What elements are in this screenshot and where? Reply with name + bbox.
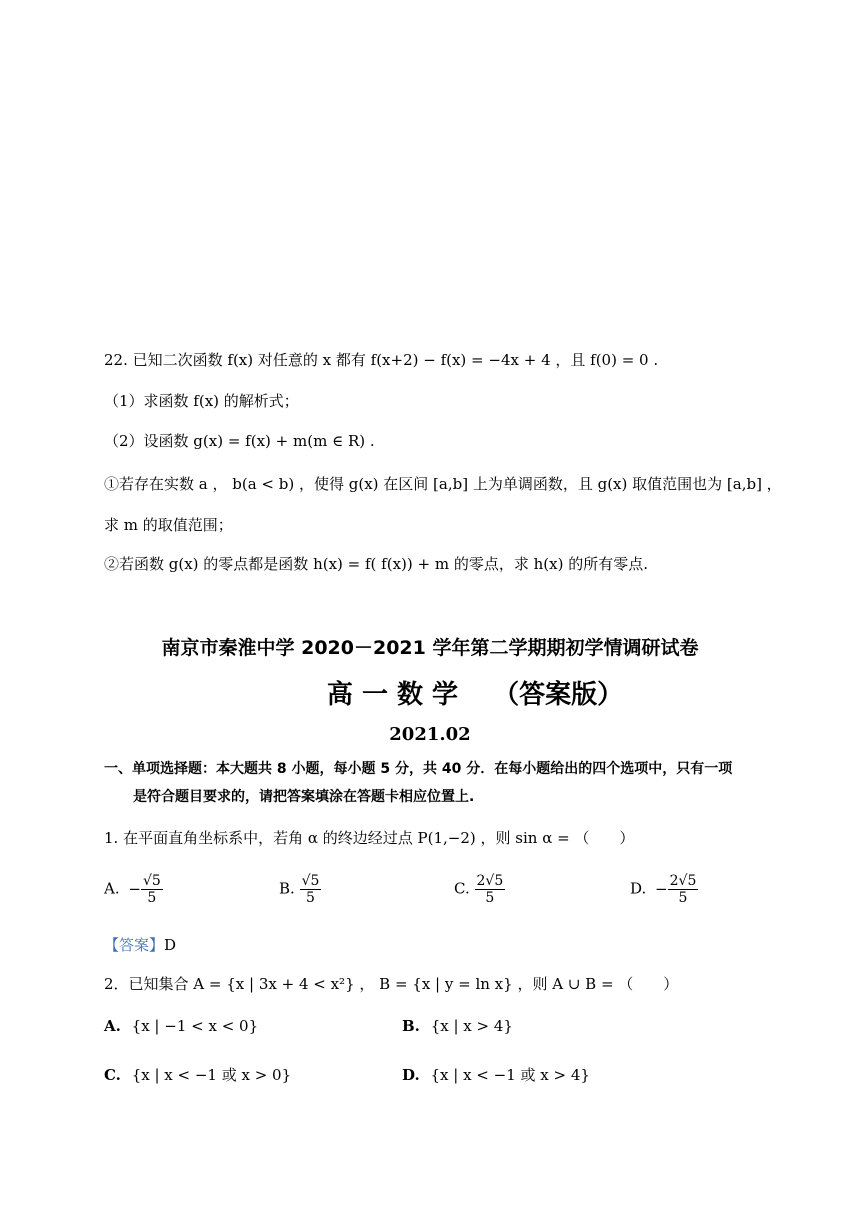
option-fraction [668,873,699,906]
q1-option-d[interactable] [630,873,698,906]
q22-part2: （2）设函数 g(x) = f(x) + m(m ∈ R) . [104,432,375,450]
option-label: D. [630,879,647,898]
fraction-denominator: 5 [147,890,157,906]
option-label: A. [104,879,120,898]
option-fraction [475,873,506,906]
option-label: A. [104,1017,121,1035]
option-fraction [300,873,322,906]
option-label: C. [454,879,470,898]
q2-option-a[interactable] [104,1017,258,1035]
answer-value: D [164,936,177,954]
fraction-numerator: 2√5 [476,873,504,889]
q2-stem: 2．已知集合 A = {x | 3x + 4 < x²} ， B = {x | y = ln x} ，则 A ∪ B = （ ） [104,975,679,993]
exam-subtitle: 高 一 数 学 （答案版） [326,680,624,710]
q1-stem: 1. 在平面直角坐标系中，若角 α 的终边经过点 P(1,−2) ，则 sin α = （ ） [104,829,635,847]
option-text: {x | x < −1 或 x > 4} [430,1066,590,1084]
fraction-denominator: 5 [678,890,688,906]
q1-option-c[interactable] [454,873,505,906]
option-text: {x | x > 4} [430,1017,513,1035]
section1-instruction-line2: 是符合题目要求的，请把答案填涂在答题卡相应位置上. [133,789,475,805]
q2-option-b[interactable] [402,1017,513,1035]
option-label: B. [402,1017,420,1035]
option-fraction [141,873,163,906]
q22-part1: （1）求函数 f(x) 的解析式； [104,392,299,410]
fraction-numerator: √5 [142,873,161,889]
option-text: {x | x < −1 或 x > 0} [131,1066,292,1084]
exam-date: 2021.02 [389,724,471,745]
option-label: D. [402,1066,420,1084]
fraction-numerator: 2√5 [669,873,697,889]
option-label: B. [279,879,295,898]
fraction-numerator: √5 [301,873,320,889]
fraction-denominator: 5 [306,890,315,906]
fraction-denominator: 5 [485,890,495,906]
q22-sub1-line2: 求 m 的取值范围； [104,516,233,534]
q1-option-a[interactable] [104,873,163,906]
option-sign: − [655,879,668,898]
q22-stem: 22. 已知二次函数 f(x) 对任意的 x 都有 f(x+2) − f(x) = −4x + 4 ，且 f(0) = 0 . [104,351,659,369]
q2-option-d[interactable] [402,1064,590,1085]
q22-sub1-line1: ①若存在实数 a ， b(a < b) ，使得 g(x) 在区间 [a,b] 上为单调函数，且 g(x) 取值范围也为 [a,b] ， [104,475,782,493]
q2-option-c[interactable] [104,1064,291,1085]
q1-answer [104,935,176,955]
option-text: {x | −1 < x < 0} [131,1017,259,1035]
answer-tag: 【答案】 [104,936,165,954]
section1-instruction-line1: 一、单项选择题：本大题共 8 小题，每小题 5 分，共 40 分．在每小题给出的四个选项中，只有一项 [104,761,733,777]
exam-title: 南京市秦淮中学 2020－2021 学年第二学期期初学情调研试卷 [161,637,699,659]
option-label: C. [104,1066,121,1084]
q22-sub2: ②若函数 g(x) 的零点都是函数 h(x) = f( f(x)) + m 的零点，求 h(x) 的所有零点. [104,555,648,573]
q1-option-b[interactable] [279,873,321,906]
option-sign: − [128,879,141,898]
